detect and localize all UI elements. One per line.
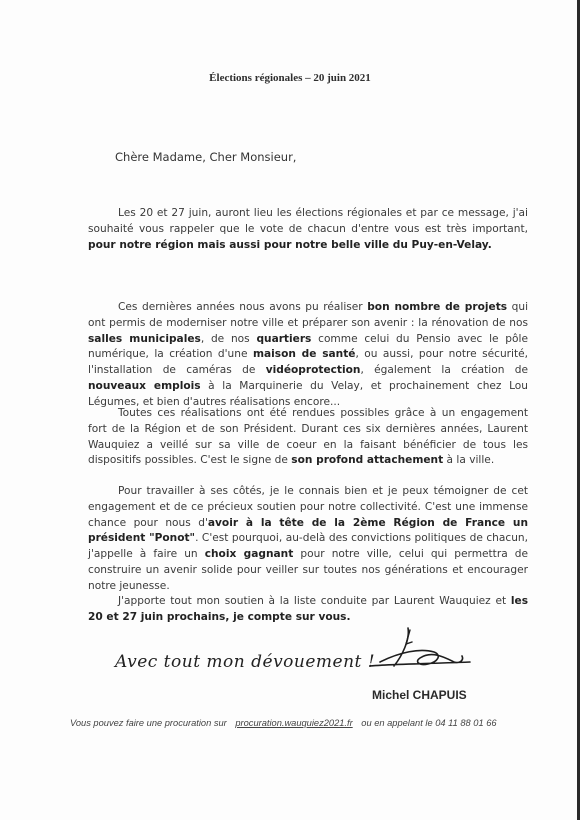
paragraph-emphasis: choix gagnant — [204, 548, 294, 561]
paragraph-emphasis: pour notre région mais aussi pour notre belle ville du Puy-en-Velay. — [88, 238, 492, 251]
paragraph-text: , ou aussi, pour notre sécurité, l'installation de caméras de — [88, 348, 528, 377]
paragraph-projects — [88, 300, 528, 411]
paragraph-emphasis: nouveaux emplois — [88, 379, 201, 392]
handwritten-closing: Avec tout mon dévouement ! — [115, 652, 376, 672]
paragraph-emphasis: quartiers — [256, 332, 312, 345]
paragraph-text: . C'est pourquoi, au-delà des convictions politiques de chacun, j'appelle à faire un — [88, 532, 528, 561]
signature-icon — [350, 622, 480, 682]
paragraph-text: Ces dernières années nous avons pu réaliser — [118, 301, 368, 313]
paragraph-region — [88, 406, 528, 469]
paragraph-text: Toutes ces réalisations ont été rendues possibles grâce à un engagement fort de la Région et de son Président. Durant ces six dernières années, Laurent Wauquiez a veillé sur sa ville de coeur en la faisant bénéficier de tous les dispositifs possibles. C'est le signe de — [88, 407, 528, 467]
paragraph-emphasis: avoir à la tête de la 2ème Région de France un président "Ponot" — [88, 516, 528, 545]
paragraph-emphasis: maison de santé — [252, 348, 356, 361]
footer-note — [70, 718, 570, 728]
procuration-link[interactable]: procuration.wauquiez2021.fr — [235, 718, 353, 728]
paragraph-text: qui ont permis de moderniser notre ville et préparer son avenir : la rénovation de nos — [88, 301, 529, 329]
paragraph-elections — [88, 206, 528, 253]
paragraph-support — [88, 594, 528, 626]
paragraph-emphasis: son profond attachement — [291, 454, 444, 467]
paragraph-text: pour notre ville, celui qui permettra de construire un avenir solide pour veiller sur toutes nos générations et encourager notre jeunesse. — [88, 548, 528, 592]
paragraph-president — [88, 484, 528, 595]
footer-text: Vous pouvez faire une procuration sur — [70, 718, 227, 728]
signer-name: Michel CHAPUIS — [372, 688, 467, 702]
paragraph-emphasis: vidéoprotection — [265, 364, 361, 377]
paragraph-emphasis: bon nombre de projets — [367, 301, 508, 313]
paragraph-text: Pour travailler à ses côtés, je le connais bien et je peux témoigner de cet engagement et de ce précieux soutien pour notre collectivité. C'est une immense chance pour nous d' — [88, 485, 528, 529]
paragraph-text: comme celui du Pensio avec le pôle numérique, la création d'une — [88, 332, 528, 361]
salutation: Chère Madame, Cher Monsieur, — [115, 150, 297, 164]
paragraph-text: à la ville. — [443, 454, 495, 467]
paragraph-emphasis: salles municipales — [88, 332, 201, 345]
paragraph-emphasis: les 20 et 27 juin prochains, je compte sur vous. — [88, 595, 528, 623]
footer-text: ou en appelant le 04 11 88 01 66 — [361, 718, 497, 728]
paragraph-text: , de nos — [200, 332, 257, 345]
letter-header: Élections régionales – 20 juin 2021 — [209, 72, 371, 84]
paragraph-text: J'apporte tout mon soutien à la liste conduite par Laurent Wauquiez et — [118, 595, 511, 607]
paragraph-text: , également la création de — [360, 364, 528, 377]
paragraph-text: à la Marquinerie du Velay, et prochainement chez Lou Légumes, et bien d'autres réalisations encore... — [88, 379, 529, 408]
paragraph-text: Les 20 et 27 juin, auront lieu les élections régionales et par ce message, j'ai souhaité vous rappeler que le vote de chacun d'entre vous est très important, — [88, 207, 528, 235]
